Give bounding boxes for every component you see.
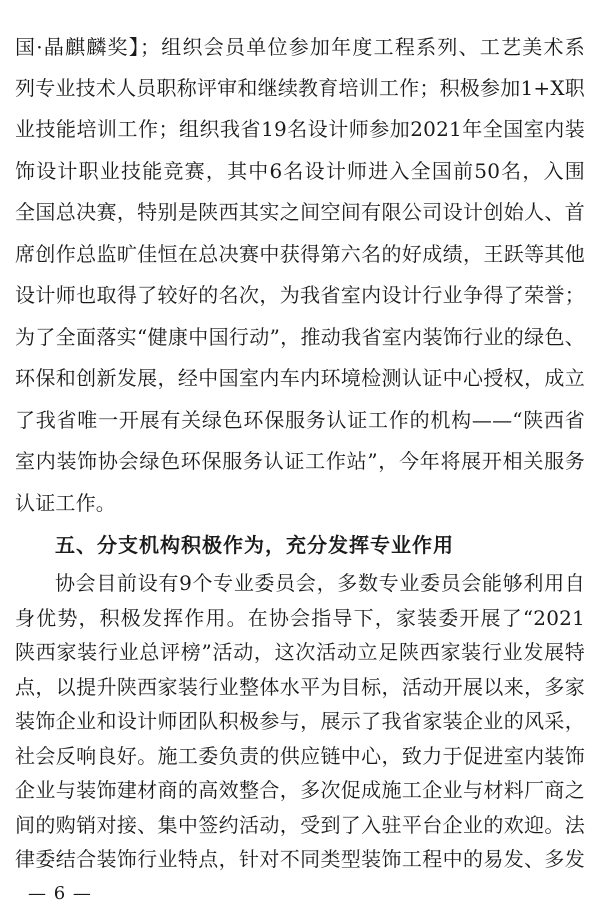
paragraph-line: 间的购销对接、集中签约活动，受到了入驻平台企业的欢迎。法	[15, 812, 585, 837]
paragraph-line: 列专业技术人员职称评审和继续教育培训工作；积极参加1+X职	[15, 76, 585, 100]
paragraph-line: 社会反响良好。施工委负责的供应链中心，致力于促进室内装饰	[15, 743, 585, 768]
paragraph-line: 国·晶麒麟奖】；组织会员单位参加年度工程系列、工艺美术系	[15, 35, 585, 59]
section-heading: 五、分支机构积极作为，充分发挥专业作用	[55, 533, 454, 557]
paragraph-line: 饰设计职业技能竞赛，其中6名设计师进入全国前50名，入围	[15, 159, 585, 183]
paragraph-line: 全国总决赛，特别是陕西其实之间空间有限公司设计创始人、首	[15, 200, 585, 224]
page-number: — 6 —	[28, 882, 92, 904]
paragraph-line: 律委结合装饰行业特点，针对不同类型装饰工程中的易发、多发	[15, 847, 585, 871]
paragraph-line: 环保和创新发展，经中国室内车内环境检测认证中心授权，成立	[15, 366, 585, 390]
paragraph-line: 身优势，积极发挥作用。在协会指导下，家装委开展了“2021	[15, 605, 585, 630]
paragraph-line: 席创作总监旷佳恒在总决赛中获得第六名的好成绩，王跃等其他	[15, 242, 585, 266]
paragraph-line: 装饰企业和设计师团队积极参与，展示了我省家装企业的风采，	[15, 709, 585, 733]
paragraph-line: 业技能培训工作；组织我省19名设计师参加2021年全国室内装	[15, 117, 585, 141]
paragraph-line: 企业与装饰建材商的高效整合，多次促成施工企业与材料厂商之	[15, 778, 585, 802]
paragraph-line: 点，以提升陕西家装行业整体水平为目标，活动开展以来，多家	[15, 674, 585, 699]
paragraph-line: 室内装饰协会绿色环保服务认证工作站”，今年将展开相关服务	[15, 449, 585, 473]
paragraph-line: 认证工作。	[15, 491, 116, 515]
paragraph-line: 为了全面落实“健康中国行动”，推动我省室内装饰行业的绿色、	[15, 325, 585, 349]
paragraph-line: 了我省唯一开展有关绿色环保服务认证工作的机构——“陕西省	[15, 408, 585, 432]
paragraph-line: 协会目前设有9个专业委员会，多数专业委员会能够利用自	[55, 571, 585, 595]
paragraph-line: 设计师也取得了较好的名次，为我省室内设计行业争得了荣誉；	[15, 283, 585, 307]
paragraph-line: 陕西家装行业总评榜”活动，这次活动立足陕西家装行业发展特	[15, 640, 585, 664]
